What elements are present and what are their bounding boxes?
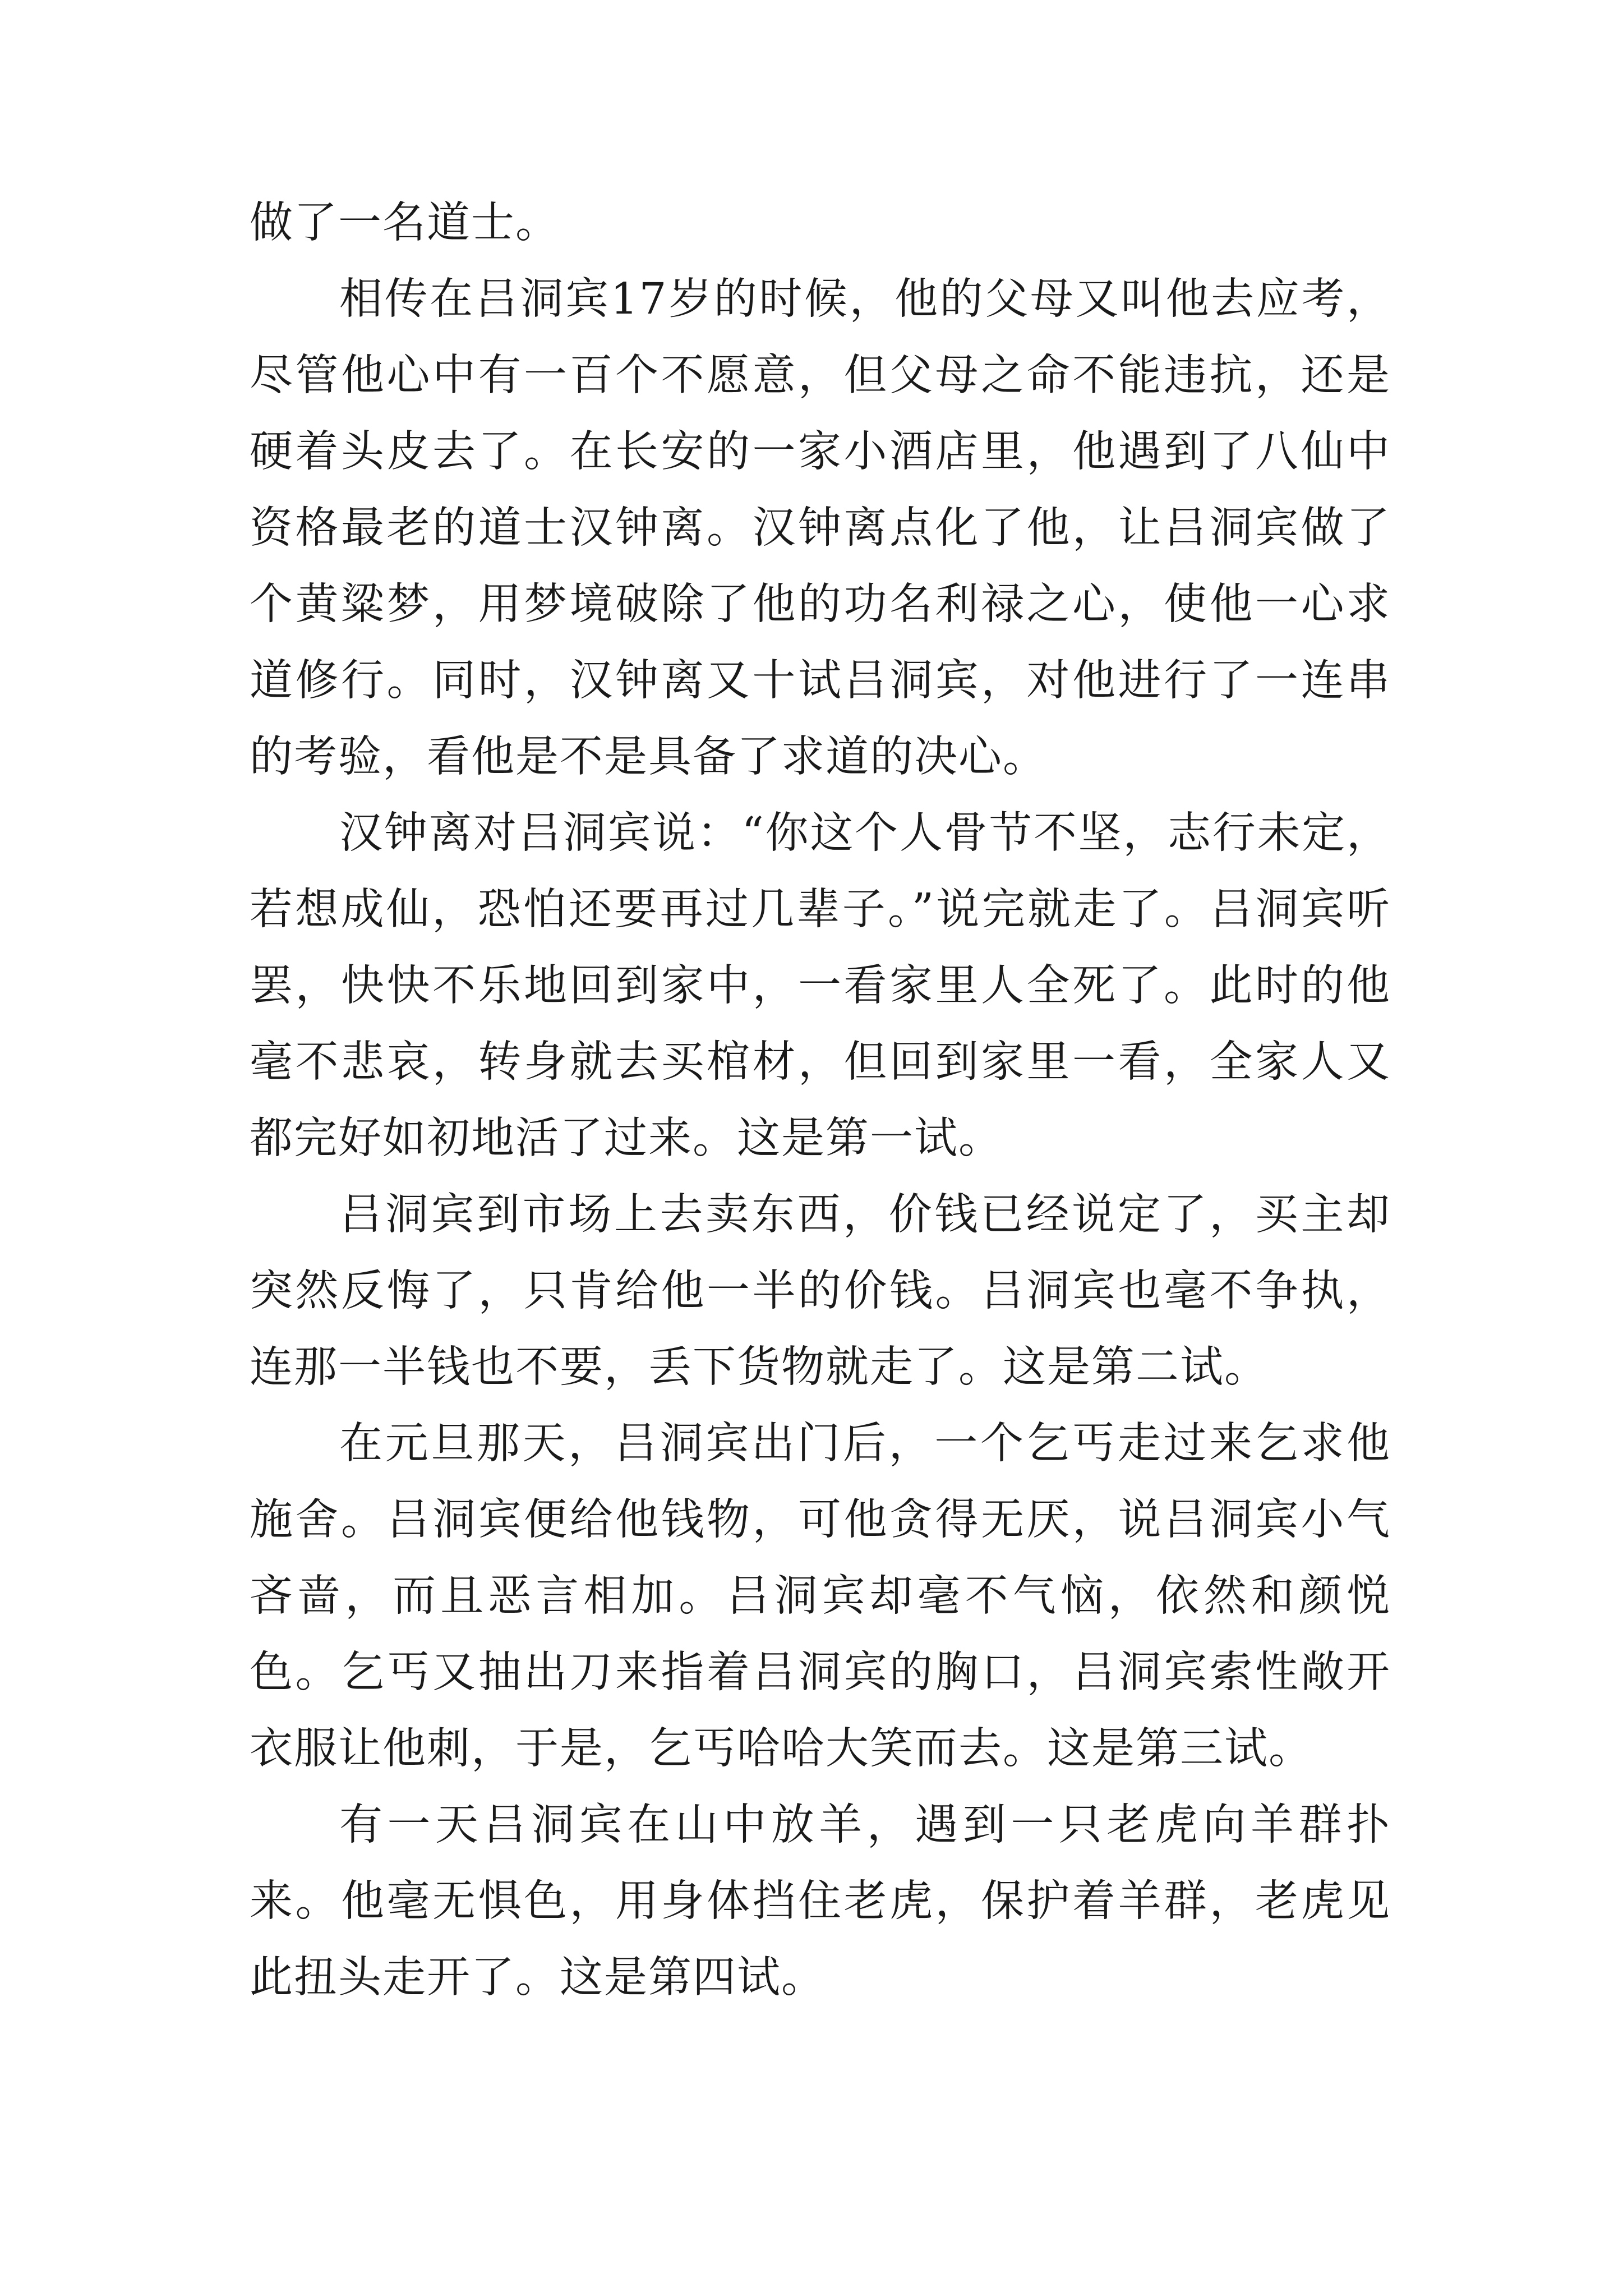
paragraph-6: 有一天吕洞宾在山中放羊，遇到一只老虎向羊群扑来。他毫无惧色，用身体挡住老虎，保护着羊群，老虎见此扭头走开了。这是第四试。: [250, 1800, 1391, 2003]
body-text: [250, 185, 1391, 2016]
paragraph-4: 吕洞宾到市场上去卖东西，价钱已经说定了，买主却突然反悔了，只肯给他一半的价钱。吕洞宾也毫不争执，连那一半钱也不要，丢下货物就走了。这是第二试。: [250, 1190, 1391, 1392]
paragraph-1: 做了一名道士。: [250, 198, 560, 248]
paragraph-5: 在元旦那天，吕洞宾出门后，一个乞丐走过来乞求他施舍。吕洞宾便给他钱物，可他贪得无厌，说吕洞宾小气吝啬，而且恶言相加。吕洞宾却毫不气恼，依然和颜悦色。乞丐又抽出刀来指着吕洞宾的胸口，吕洞宾索性敞开衣服让他刺，于是，乞丐哈哈大笑而去。这是第三试。: [250, 1419, 1391, 1774]
paragraph-3: 汉钟离对吕洞宾说：“你这个人骨节不坚，志行未定，若想成仙，恐怕还要再过几辈子。”说完就走了。吕洞宾听罢，快快不乐地回到家中，一看家里人全死了。此时的他毫不悲哀，转身就去买棺材，但回到家里一看，全家人又都完好如初地活了过来。这是第一试。: [250, 808, 1391, 1163]
paragraph-2: 相传在吕洞宾17岁的时候，他的父母又叫他去应考，尽管他心中有一百个不愿意，但父母之命不能违抗，还是硬着头皮去了。在长安的一家小酒店里，他遇到了八仙中资格最老的道士汉钟离。汉钟离点化了他，让吕洞宾做了个黄粱梦，用梦境破除了他的功名利禄之心，使他一心求道修行。同时，汉钟离又十试吕洞宾，对他进行了一连串的考验，看他是不是具备了求道的决心。: [250, 274, 1391, 782]
